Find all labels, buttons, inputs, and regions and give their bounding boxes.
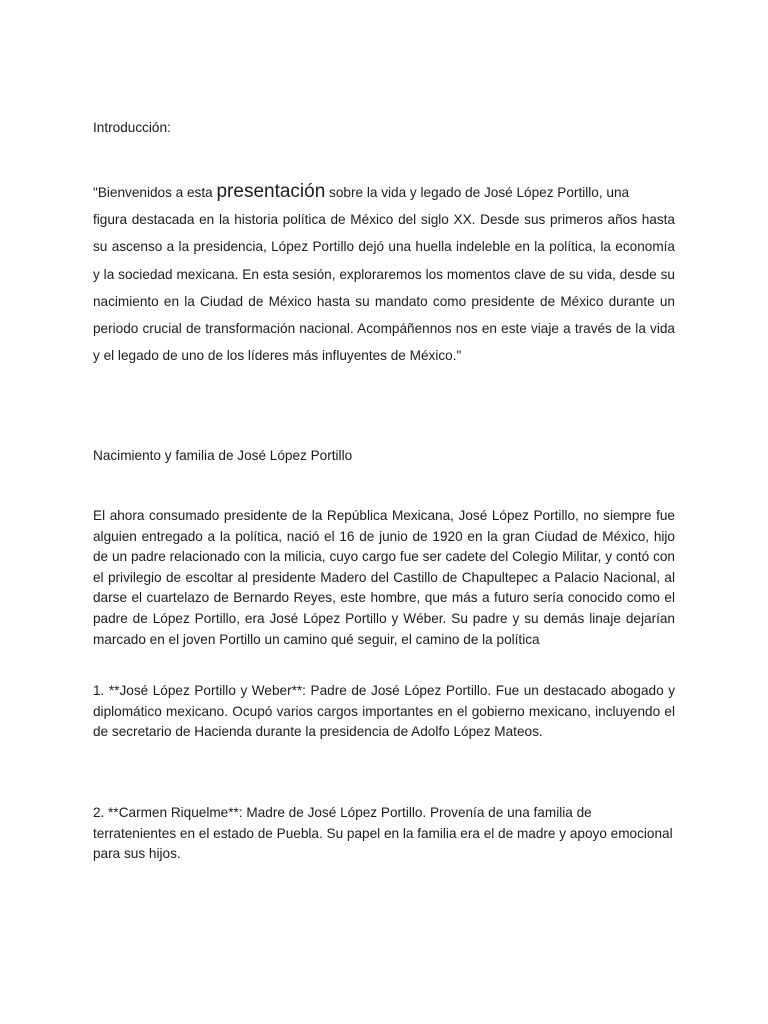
list-item: 2. **Carmen Riquelme**: Madre de José López Portillo. Provenía de una familia de terratenientes en el estado de Puebla. Su papel en la familia era el de madre y apoyo emocional para sus hijos. [93,805,673,862]
intro-heading: Introducción: [93,120,171,135]
intro-paragraph [93,178,675,369]
section-heading: Nacimiento y familia de José López Portillo [93,448,353,463]
intro-text-body: figura destacada en la historia política de México del siglo XX. Desde sus primeros años hasta su ascenso a la presidencia, López Portillo dejó una huella indeleble en la política, la economía y la sociedad mexicana. En esta sesión, exploraremos los momentos clave de su vida, desde su nacimiento en la Ciudad de México hasta su mandato como presidente de México durante un periodo crucial de transformación nacional. Acompáñennos nos en este viaje a través de la vida y el legado de uno de los líderes más influyentes de México." [93,212,675,364]
intro-emphasized-word: presentación [216,181,326,202]
birth-paragraph: El ahora consumado presidente de la República Mexicana, José López Portillo, no siempre fue alguien entregado a la política, nació el 16 de junio de 1920 en la gran Ciudad de México, hijo de un padre relacionado con la milicia, cuyo cargo fue ser cadete del Colegio Militar, y contó con el privilegio de escoltar al presidente Madero del Castillo de Chapultepec a Palacio Nacional, al darse el cuartelazo de Bernardo Reyes, este hombre, que más a futuro sería conocido como el padre de López Portillo, era José López Portillo y Wéber. Su padre y su demás linaje dejarían marcado en el joven Portillo un camino qué seguir, el camino de la política [93,508,675,647]
intro-first-line [93,178,675,206]
document-page [93,0,675,1024]
intro-text-start: "Bienvenidos a esta [93,185,217,200]
intro-text-end: sobre la vida y legado de José López Portillo, una [325,185,630,200]
list-item: 1. **José López Portillo y Weber**: Padre de José López Portillo. Fue un destacado abogado y diplomático mexicano. Ocupó varios cargos importantes en el gobierno mexicano, incluyendo el de secretario de Hacienda durante la presidencia de Adolfo López Mateos. [93,683,675,740]
